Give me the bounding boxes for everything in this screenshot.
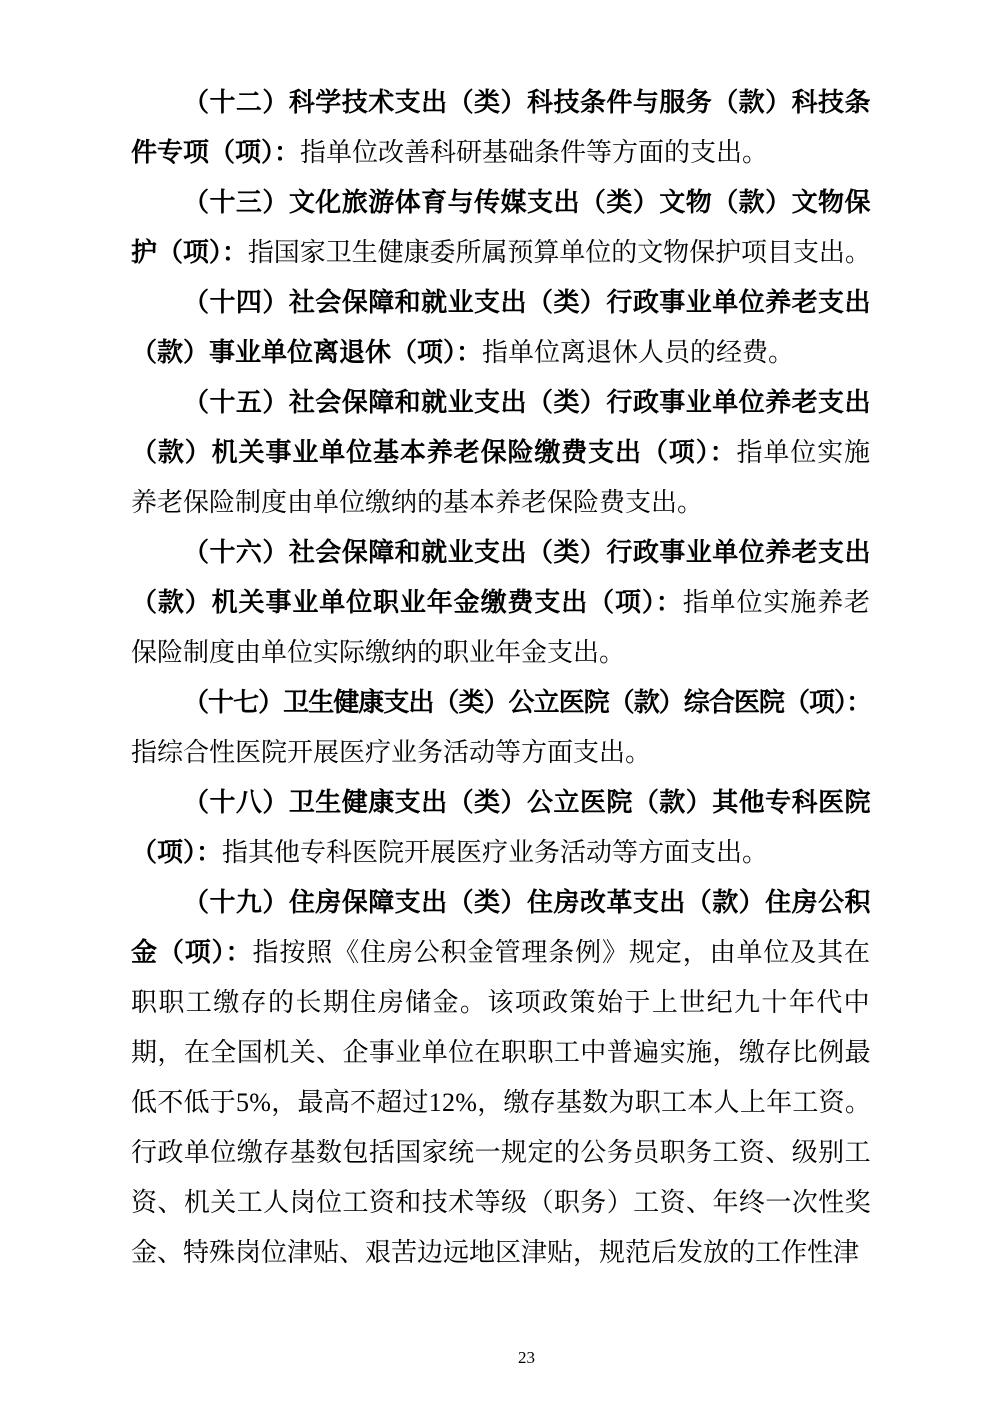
text-line	[131, 478, 871, 528]
text-segment: （款）事业单位离退休（项）：	[131, 338, 483, 367]
text-segment: 资、机关工人岗位工资和技术等级（职务）工资、年终一次性奖	[131, 1188, 872, 1217]
page-number: 23	[518, 1348, 535, 1367]
text-segment: （十七）卫生健康支出（类）公立医院（款）综合医院（项）：	[183, 688, 872, 717]
text-line	[131, 978, 871, 1028]
text-segment: （十四）社会保障和就业支出（类）行政事业单位养老支出	[183, 288, 871, 317]
text-segment: 指国家卫生健康委所属预算单位的文物保护项目支出。	[247, 238, 871, 267]
text-line	[131, 528, 871, 578]
text-segment: 保险制度由单位实际缴纳的职业年金支出。	[131, 638, 626, 667]
text-line	[131, 878, 871, 928]
text-line	[131, 928, 871, 978]
text-segment: 金、特殊岗位津贴、艰苦边远地区津贴，规范后发放的工作性津	[131, 1238, 860, 1267]
text-line	[131, 1078, 871, 1128]
text-segment: 指其他专科医院开展医疗业务活动等方面支出。	[222, 838, 769, 867]
text-segment: 护（项）：	[131, 238, 248, 267]
text-line	[131, 778, 871, 828]
text-segment: 期，在全国机关、企事业单位在职职工中普遍实施，缴存比例最	[131, 1038, 872, 1067]
text-line	[131, 628, 871, 678]
text-segment: （款）机关事业单位基本养老保险缴费支出（项）：	[131, 438, 737, 467]
text-segment: 指单位改善科研基础条件等方面的支出。	[300, 138, 769, 167]
text-line	[131, 428, 871, 478]
text-line	[131, 178, 871, 228]
text-line	[131, 1178, 871, 1228]
text-line	[131, 378, 871, 428]
text-line	[131, 128, 871, 178]
text-segment: 指综合性医院开展医疗业务活动等方面支出。	[131, 738, 652, 767]
text-line	[131, 78, 871, 128]
text-segment: （十八）卫生健康支出（类）公立医院（款）其他专科医院	[183, 788, 871, 817]
text-segment: （项）：	[131, 838, 223, 867]
text-segment: 指按照《住房公积金管理条例》规定，由单位及其在	[252, 938, 871, 967]
text-line	[131, 1228, 871, 1278]
text-line	[131, 228, 871, 278]
text-segment: （十三）文化旅游体育与传媒支出（类）文物（款）文物保	[183, 188, 871, 217]
text-line	[131, 1128, 871, 1178]
text-line	[131, 328, 871, 378]
document-body	[131, 78, 871, 1278]
text-segment: （十二）科学技术支出（类）科技条件与服务（款）科技条	[183, 88, 871, 117]
text-segment: （款）机关事业单位职业年金缴费支出（项）：	[131, 588, 683, 617]
text-segment: （十五）社会保障和就业支出（类）行政事业单位养老支出	[183, 388, 871, 417]
text-line	[131, 828, 871, 878]
text-line	[131, 678, 871, 728]
text-segment: 职职工缴存的长期住房储金。该项政策始于上世纪九十年代中	[131, 988, 872, 1017]
text-segment: 低不低于5%，最高不超过12%，缴存基数为职工本人上年工资。	[131, 1088, 872, 1117]
text-segment: 指单位实施养老	[682, 588, 871, 617]
text-segment: 件专项（项）：	[131, 138, 301, 167]
text-segment: （十六）社会保障和就业支出（类）行政事业单位养老支出	[183, 538, 871, 567]
text-line	[131, 728, 871, 778]
text-segment: 行政单位缴存基数包括国家统一规定的公务员职务工资、级别工	[131, 1138, 872, 1167]
text-segment: （十九）住房保障支出（类）住房改革支出（款）住房公积	[183, 888, 871, 917]
text-line	[131, 278, 871, 328]
text-segment: 养老保险制度由单位缴纳的基本养老保险费支出。	[131, 488, 704, 517]
text-segment: 指单位实施	[736, 438, 871, 467]
text-line	[131, 578, 871, 628]
text-segment: 金（项）：	[131, 938, 253, 967]
text-line	[131, 1028, 871, 1078]
text-segment: 指单位离退休人员的经费。	[482, 338, 795, 367]
